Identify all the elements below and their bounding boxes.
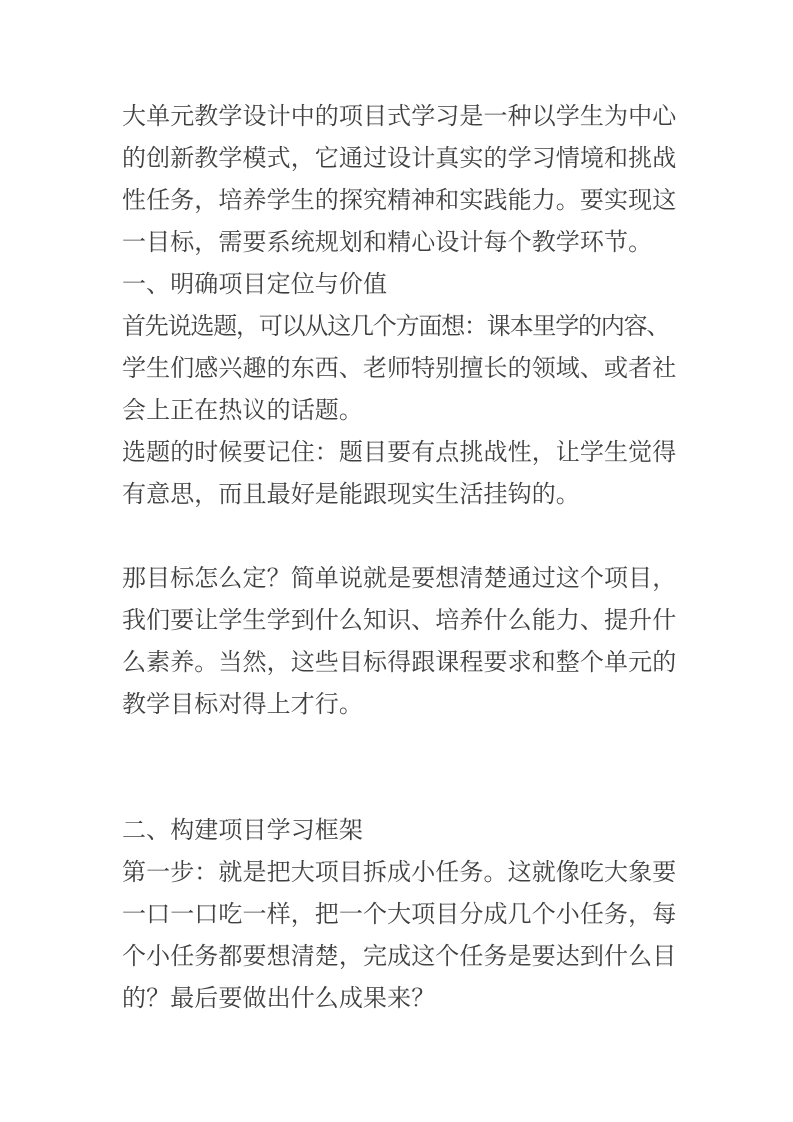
text-line: 的？最后要做出什么成果来？: [122, 986, 436, 1012]
text-line: 选题的时候要记住：题目要有点挑战性，让学生觉得: [122, 440, 677, 466]
section-heading: 一、明确项目定位与价值: [122, 272, 388, 298]
text-line: 首先说选题，可以从这几个方面想：课本里学的内容、: [122, 314, 670, 340]
text-line: 我们要让学生学到什么知识、培养什么能力、提升什: [122, 608, 677, 634]
text-line: 么素养。当然，这些目标得跟课程要求和整个单元的: [122, 650, 677, 676]
text-line: 一目标，需要系统规划和精心设计每个教学环节。: [122, 230, 653, 256]
text-line: 教学目标对得上才行。: [122, 692, 363, 718]
document-page: [122, 96, 678, 1020]
text-line: 学生们感兴趣的东西、老师特别擅长的领域、或者社: [122, 356, 677, 382]
text-line: 会上正在热议的话题。: [122, 398, 363, 424]
blank-line: [122, 726, 678, 768]
text-line: 个小任务都要想清楚，完成这个任务是要达到什么目: [122, 944, 677, 970]
text-line: 第一步：就是把大项目拆成小任务。这就像吃大象要: [122, 860, 677, 886]
text-line: 一口一口吃一样，把一个大项目分成几个小任务，每: [122, 902, 677, 928]
text-line: 大单元教学设计中的项目式学习是一种以学生为中心: [122, 104, 677, 130]
blank-line: [122, 516, 678, 558]
text-line: 有意思，而且最好是能跟现实生活挂钩的。: [122, 482, 580, 508]
blank-line: [122, 768, 678, 810]
text-line: 性任务，培养学生的探究精神和实践能力。要实现这: [122, 188, 677, 214]
section-heading: 二、构建项目学习框架: [122, 818, 363, 844]
text-line: 那目标怎么定？简单说就是要想清楚通过这个项目，: [122, 566, 677, 592]
text-line: 的创新教学模式，它通过设计真实的学习情境和挑战: [122, 146, 677, 172]
